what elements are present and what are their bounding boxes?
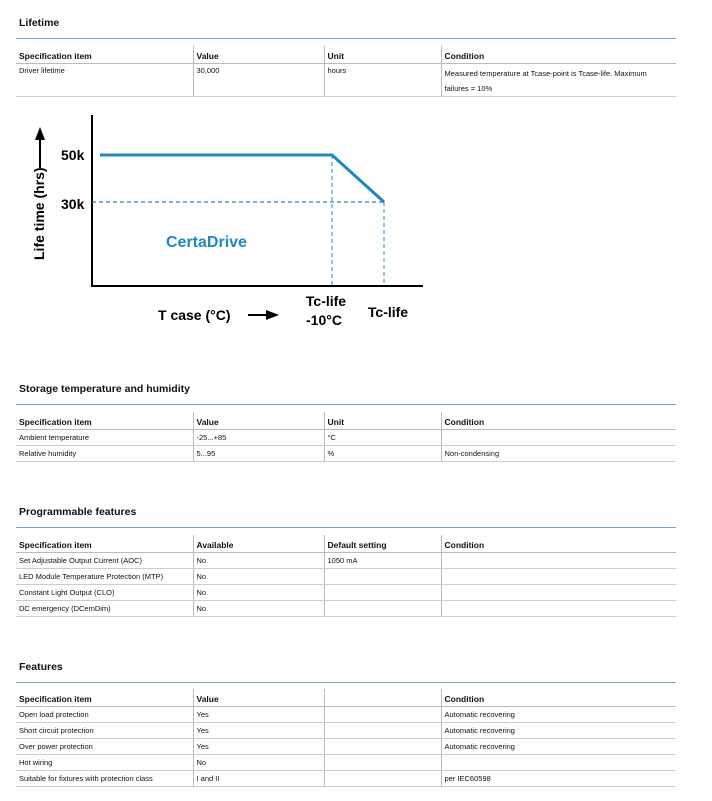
cell-condition: Automatic recovering [441,706,676,722]
cell-available: No [193,600,324,616]
table-header-row [16,412,676,429]
header-specification-item: Specification item [16,689,193,706]
x-axis-label: T case (°C) [158,307,231,323]
cell-condition [441,429,676,445]
x-tick-label-tc-life-line1: Tc-life [305,293,347,309]
cell-default-setting: 1050 mA [324,552,441,568]
x-tick-label-tc-life-line2: -10°C [306,312,342,328]
cell-spec-item: Hot wiring [16,754,193,770]
table-row [16,770,676,786]
table-row [16,429,676,445]
table-row [16,706,676,722]
cell-empty [324,722,441,738]
cell-unit: °C [324,429,441,445]
lifetime-title-rule [16,38,676,39]
cell-spec-item: Ambient temperature [16,429,193,445]
features-table [16,689,676,787]
cell-spec-item: Constant Light Output (CLO) [16,584,193,600]
cell-condition: Automatic recovering [441,738,676,754]
cell-value: Yes [193,722,324,738]
cell-value: -25...+85 [193,429,324,445]
cell-empty [324,754,441,770]
cell-empty [324,706,441,722]
cell-default-setting [324,584,441,600]
lifetime-chart-svg [28,110,428,340]
header-specification-item: Specification item [16,46,193,63]
header-value: Value [193,689,324,706]
cell-condition: per IEC60598 [441,770,676,786]
header-unit: Unit [324,412,441,429]
brand-label: CertaDrive [166,234,247,251]
lifetime-section-title: Lifetime [19,17,60,29]
header-available: Available [193,535,324,552]
table-row [16,754,676,770]
cell-value: Yes [193,738,324,754]
table-header-row [16,689,676,706]
cell-condition: Non-condensing [441,445,676,461]
header-default-setting: Default setting [324,535,441,552]
cell-available: No [193,584,324,600]
cell-available: No [193,568,324,584]
table-row [16,63,676,96]
header-condition: Condition [441,46,676,63]
cell-empty [324,738,441,754]
table-row [16,738,676,754]
cell-condition [441,754,676,770]
table-row [16,552,676,568]
header-condition: Condition [441,412,676,429]
cell-available: No [193,552,324,568]
cell-spec-item: Set Adjustable Output Current (AOC) [16,552,193,568]
x-tick-label-tc-life: Tc-life [367,304,409,320]
lifetime-table [16,46,676,97]
header-specification-item: Specification item [16,535,193,552]
programmable-title-rule [16,527,676,528]
cell-spec-item: LED Module Temperature Protection (MTP) [16,568,193,584]
features-section-title: Features [19,661,63,673]
cell-value: 5...95 [193,445,324,461]
y-axis-label: Life time (hrs) [31,167,47,260]
programmable-section-title: Programmable features [19,506,137,518]
header-empty [324,689,441,706]
header-condition: Condition [441,689,676,706]
cell-value: No [193,754,324,770]
table-row [16,568,676,584]
cell-value: I and II [193,770,324,786]
table-row [16,584,676,600]
header-value: Value [193,412,324,429]
cell-spec-item: Suitable for fixtures with protection class [16,770,193,786]
x-axis-label-arrow-head [266,310,279,320]
y-tick-label-30k: 30k [61,196,85,212]
table-header-row [16,535,676,552]
storage-title-rule [16,404,676,405]
cell-condition [441,584,676,600]
lifetime-curve [100,155,384,202]
cell-spec-item: Driver lifetime [16,63,193,96]
cell-value: Yes [193,706,324,722]
header-condition: Condition [441,535,676,552]
storage-section-title: Storage temperature and humidity [19,383,190,395]
y-tick-label-50k: 50k [61,147,85,163]
table-row [16,600,676,616]
cell-spec-item: DC emergency (DCemDim) [16,600,193,616]
storage-table [16,412,676,462]
cell-condition [441,568,676,584]
cell-spec-item: Relative humidity [16,445,193,461]
cell-unit: hours [324,63,441,96]
header-value: Value [193,46,324,63]
cell-spec-item: Over power protection [16,738,193,754]
cell-condition: Measured temperature at Tcase-point is Tcase-life. Maximum failures = 10% [441,63,676,96]
cell-condition [441,552,676,568]
cell-spec-item: Open load protection [16,706,193,722]
cell-default-setting [324,600,441,616]
cell-default-setting [324,568,441,584]
cell-unit: % [324,445,441,461]
features-title-rule [16,682,676,683]
table-row [16,445,676,461]
header-specification-item: Specification item [16,412,193,429]
programmable-table [16,535,676,617]
y-axis-label-arrow-head [35,127,45,140]
cell-empty [324,770,441,786]
header-unit: Unit [324,46,441,63]
lifetime-derating-chart [28,110,428,340]
cell-condition [441,600,676,616]
cell-spec-item: Short circuit protection [16,722,193,738]
table-header-row [16,46,676,63]
cell-condition: Automatic recovering [441,722,676,738]
cell-value: 30,000 [193,63,324,96]
table-row [16,722,676,738]
